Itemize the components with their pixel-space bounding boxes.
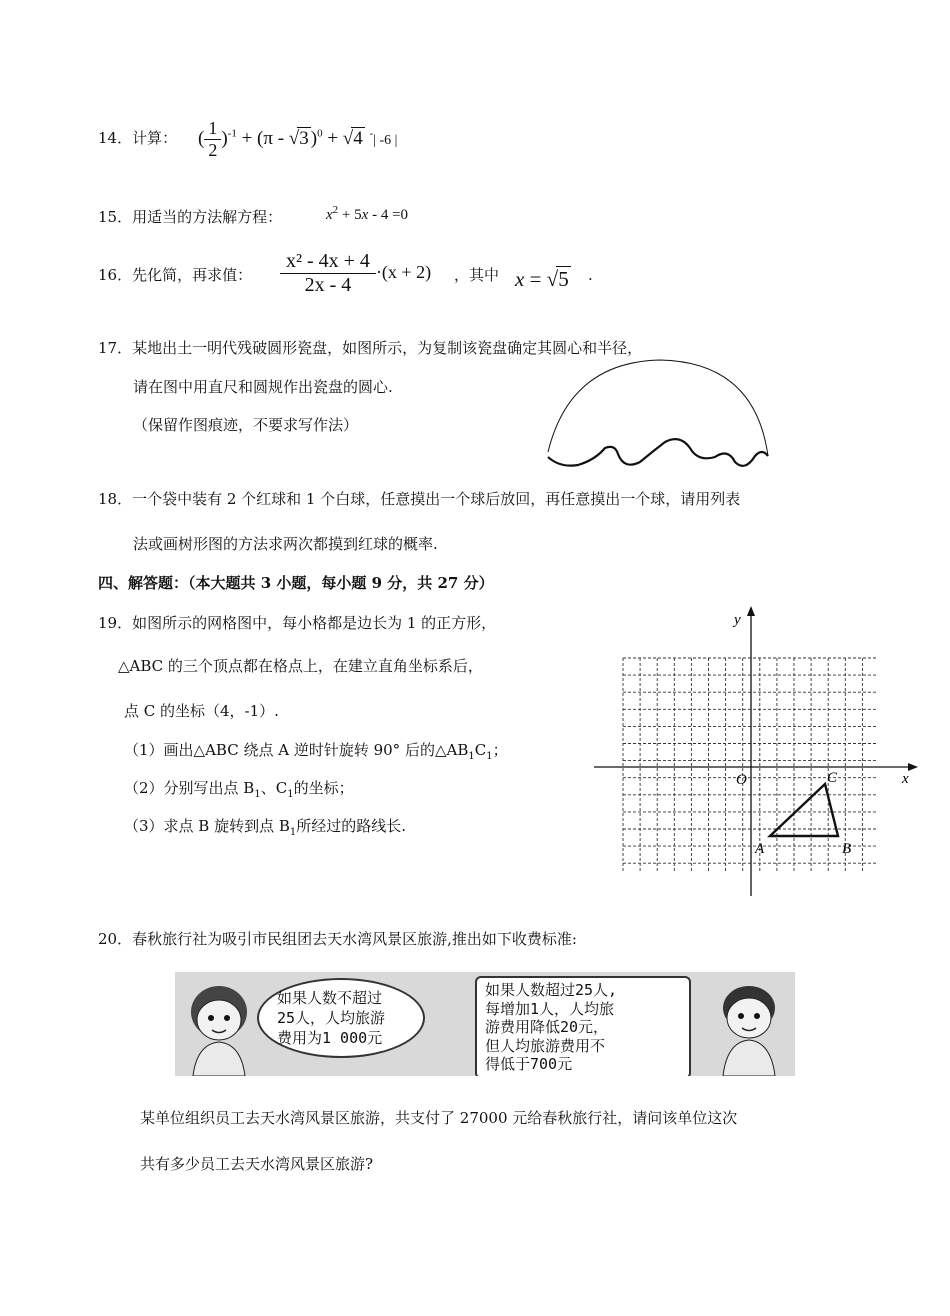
q19-line2: △ABC 的三个顶点都在格点上，在建立直角坐标系后，: [118, 657, 483, 675]
q19-line1: 19．如图所示的网格图中，每小格都是边长为 1 的正方形，: [98, 614, 497, 632]
y-axis-arrow: [747, 606, 755, 616]
x-axis-label: x: [902, 771, 909, 787]
q15-equation: $x^2 + 5x - 4 =0$: [326, 204, 409, 223]
q20-line2: 某单位组织员工去天水湾风景区旅游，共支付了 27000 元给春秋旅行社，请问该单位这次: [140, 1109, 738, 1127]
origin-label: O: [736, 772, 747, 788]
q17-line2: 请在图中用直尺和圆规作出瓷盘的圆心.: [133, 378, 393, 396]
q17-line3: （保留作图痕迹，不要求写作法）: [133, 416, 359, 434]
section4-heading: 四、解答题：（本大题共 3 小题，每小题 9 分，共 27 分）: [98, 574, 494, 592]
q20-line3: 共有多少员工去天水湾风景区旅游?: [140, 1155, 374, 1173]
point-a-label: A: [755, 841, 765, 857]
q16-label: 16．先化简，再求值：: [98, 266, 253, 284]
q20-line1: 20．春秋旅行社为吸引市民组团去天水湾风景区旅游,推出如下收费标准:: [98, 930, 577, 948]
q17-line1: 17．某地出土一明代残破圆形瓷盘，如图所示，为复制该瓷盘确定其圆心和半径，: [98, 339, 643, 357]
girl-illustration: [179, 978, 259, 1076]
boy-illustration: [703, 978, 791, 1076]
q14-label: 14．计算：: [98, 129, 178, 147]
q19-part1: （1）画出△ABC 绕点 A 逆时针旋转 90° 后的$\triangle AB_1C_1$；: [124, 741, 508, 762]
q15-label: 15．用适当的方法解方程：: [98, 208, 283, 226]
pricing-cartoon: [175, 972, 795, 1076]
q18-line1: 18．一个袋中装有 2 个红球和 1 个白球，任意摸出一个球后放回，再任意摸出一个球，请用列表: [98, 490, 741, 508]
q19-line3: 点 C 的坐标（4，-1）.: [124, 702, 279, 720]
q19-part3: （3）求点 B 旋转到点 $B_1$所经过的路线长.: [124, 817, 407, 838]
q16-mid: ，其中: [454, 266, 500, 284]
y-axis-label: y: [734, 612, 741, 628]
x-axis-arrow: [908, 763, 918, 771]
bubble-right: 如果人数超过25人, 每增加1人，人均旅 游费用降低20元， 但人均旅游费用不 得低于700元: [475, 976, 691, 1076]
coordinate-grid-figure: [590, 604, 920, 904]
point-c-label: C: [827, 770, 838, 786]
bubble-left: 如果人数不超过 25人，人均旅游 费用为1 000元: [257, 978, 425, 1058]
q16-end: .: [588, 266, 593, 284]
q16-expression: $\frac{\text{x² - 4x + 4}}{2x - 4}$ ·(x + 2): [280, 250, 431, 297]
q19-part2: （2）分别写出点 $B_1$、$C_1$的坐标；: [124, 779, 354, 800]
broken-plate-figure: [540, 352, 775, 472]
q18-line2: 法或画树形图的方法求两次都摸到红球的概率.: [133, 535, 438, 553]
q16-value: x = √5: [515, 267, 569, 291]
q14-expression: ( $\frac{1}{2}$ )$^{-1}$ + (π - √3 )$^0$ + √4 -| -6 |: [198, 118, 398, 160]
point-b-label: B: [842, 841, 852, 857]
